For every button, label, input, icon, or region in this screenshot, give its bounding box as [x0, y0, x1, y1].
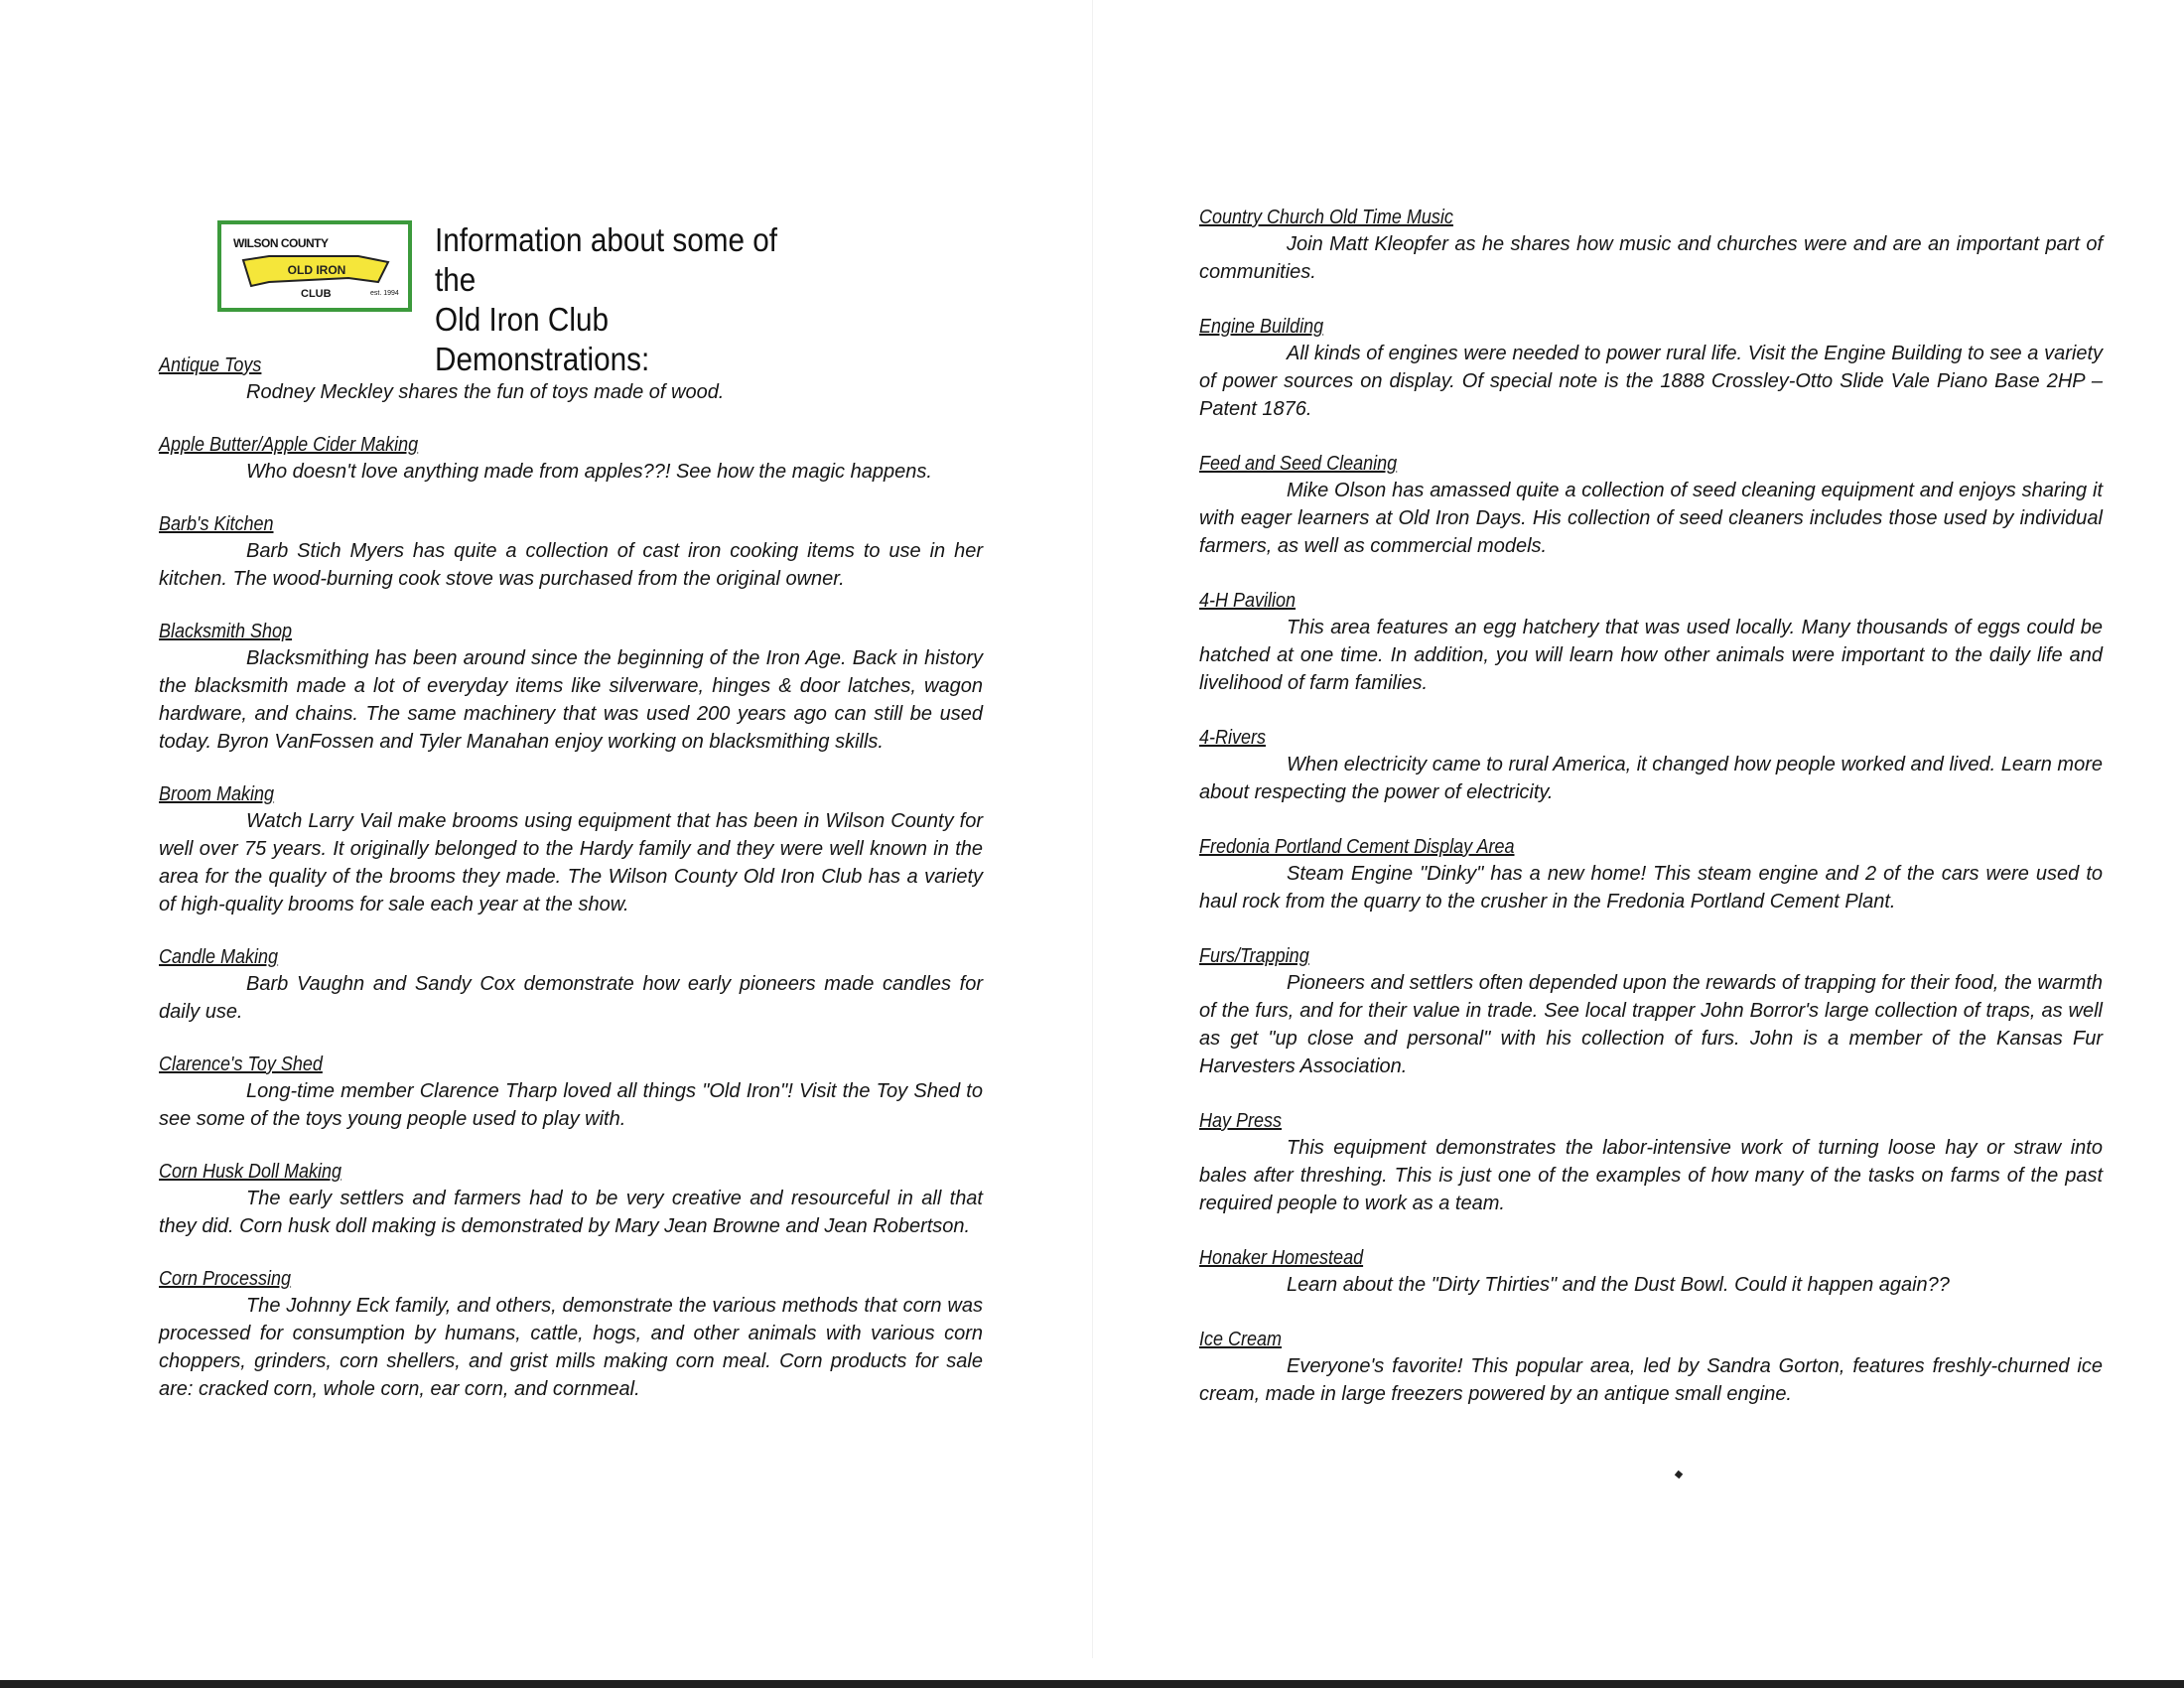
- section-title: Apple Butter/Apple Cider Making: [159, 434, 419, 456]
- section-title: Clarence's Toy Shed: [159, 1054, 323, 1075]
- section-body: Everyone's favorite! This popular area, led by Sandra Gorton, features freshly-churned ice cream, made in large freezers powered by an antique small engine.: [1199, 1355, 2103, 1405]
- section-title: Fredonia Portland Cement Display Area: [1199, 836, 1515, 858]
- section-title: Candle Making: [159, 946, 279, 968]
- title-line-1: Information about some of the: [435, 221, 778, 298]
- logo-county-text: WILSON COUNTY: [233, 236, 329, 250]
- logo-est-text: est. 1994: [370, 290, 399, 297]
- title-line-2: Old Iron Club Demonstrations:: [435, 301, 650, 377]
- section-antique-toys: [159, 352, 983, 406]
- section-title: Corn Husk Doll Making: [159, 1161, 342, 1183]
- section-4-rivers: [1199, 725, 2103, 806]
- section-corn-processing: [159, 1266, 983, 1403]
- scan-edge: [0, 1680, 2184, 1688]
- section-title: Ice Cream: [1199, 1329, 1283, 1350]
- section-corn-husk-doll: [159, 1159, 983, 1240]
- banner-icon: [239, 252, 398, 288]
- logo-club-text: CLUB: [301, 288, 332, 300]
- section-engine-building: [1199, 314, 2103, 423]
- section-clarences-toy-shed: [159, 1052, 983, 1133]
- section-honaker-homestead: [1199, 1245, 2103, 1299]
- section-body: The Johnny Eck family, and others, demonstrate the various methods that corn was processed for consumption by humans, cattle, hogs, and other animals with various corn choppers, grinders, corn shellers, and grist mills making corn meal. Corn products for sale are: cracked corn, whole corn, ear corn, and cornmeal.: [159, 1295, 983, 1400]
- section-body: Watch Larry Vail make brooms using equipment that has been in Wilson County for well over 75 years. It originally belonged to the Hardy family and they were well known in the area for the quality of the brooms they made. The Wilson County Old Iron Club has a variety of high-quality brooms for sale each year at the show.: [159, 810, 983, 915]
- section-barbs-kitchen: [159, 511, 983, 593]
- section-blacksmith-shop: [159, 619, 983, 756]
- section-title: Broom Making: [159, 783, 275, 805]
- section-title: Feed and Seed Cleaning: [1199, 453, 1398, 475]
- right-page: [1092, 0, 2184, 1688]
- section-4h-pavilion: [1199, 588, 2103, 697]
- section-body: Long-time member Clarence Tharp loved all things "Old Iron"! Visit the Toy Shed to see some of the toys young people used to play with.: [159, 1080, 983, 1130]
- section-body: Join Matt Kleopfer as he shares how music and churches were and are an important part of communities.: [1199, 233, 2103, 283]
- section-title: Corn Processing: [159, 1268, 292, 1290]
- section-body: The early settlers and farmers had to be very creative and resourceful in all that they did. Corn husk doll making is demonstrated by Mary Jean Browne and Jean Robertson.: [159, 1188, 983, 1237]
- section-furs-trapping: [1199, 943, 2103, 1080]
- section-title: 4-Rivers: [1199, 727, 1267, 749]
- section-title: Hay Press: [1199, 1110, 1283, 1132]
- section-apple-butter: [159, 432, 983, 486]
- section-title: Engine Building: [1199, 316, 1324, 338]
- section-title: Furs/Trapping: [1199, 945, 1309, 967]
- section-title: Country Church Old Time Music: [1199, 207, 1453, 228]
- club-logo: [217, 220, 412, 312]
- section-body: Steam Engine "Dinky" has a new home! This steam engine and 2 of the cars were used to haul rock from the quarry to the crusher in the Fredonia Portland Cement Plant.: [1199, 863, 2103, 913]
- section-body: When electricity came to rural America, it changed how people worked and lived. Learn more about respecting the power of electricity.: [1199, 754, 2103, 803]
- section-body: Learn about the "Dirty Thirties" and the Dust Bowl. Could it happen again??: [1287, 1274, 1950, 1296]
- section-title: 4-H Pavilion: [1199, 590, 1297, 612]
- logo-banner-text: OLD IRON: [287, 263, 346, 277]
- section-feed-seed: [1199, 451, 2103, 560]
- section-title: Blacksmith Shop: [159, 621, 293, 642]
- section-title: Barb's Kitchen: [159, 513, 274, 535]
- section-body: Mike Olson has amassed quite a collection of seed cleaning equipment and enjoys sharing it with eager learners at Old Iron Days. His collection of seed cleaners includes those used by individual farmers, as well as commercial models.: [1199, 480, 2103, 557]
- section-body: This area features an egg hatchery that was used locally. Many thousands of eggs could be hatched at one time. In addition, you will learn how other animals were important to the daily life and livelihood of farm families.: [1199, 617, 2103, 694]
- section-broom-making: [159, 781, 983, 918]
- section-title: Honaker Homestead: [1199, 1247, 1364, 1269]
- section-body: This equipment demonstrates the labor-intensive work of turning loose hay or straw into bales after threshing. This is just one of the examples of how many of the tasks on farms of the past required people to work as a team.: [1199, 1137, 2103, 1214]
- section-body: Barb Stich Myers has quite a collection of cast iron cooking items to use in her kitchen. The wood-burning cook stove was purchased from the original owner.: [159, 540, 983, 590]
- left-section-list: [159, 352, 983, 1429]
- section-title: Antique Toys: [159, 354, 262, 376]
- right-section-list: [1199, 205, 2103, 1436]
- section-body: All kinds of engines were needed to power rural life. Visit the Engine Building to see a variety of power sources on display. Of special note is the 1888 Crossley-Otto Slide Vale Piano Base 2HP – Patent 1876.: [1199, 343, 2103, 420]
- section-body: Blacksmithing has been around since the beginning of the Iron Age. Back in history the blacksmith made a lot of everyday items like silverware, hinges & door latches, wagon hardware, and chains. The same machinery that was used 200 years ago can still be used today. Byron VanFossen and Tyler Manahan enjoy working on blacksmithing skills.: [159, 647, 983, 753]
- section-country-church: [1199, 205, 2103, 286]
- section-body: Pioneers and settlers often depended upon the rewards of trapping for their food, the warmth of the furs, and for their value in trade. See local trapper John Borror's large collection of traps, as well as get "up close and personal" with his collection of furs. John is a member of the Kansas Fur Harvesters Association.: [1199, 972, 2103, 1077]
- section-candle-making: [159, 944, 983, 1026]
- section-body: Rodney Meckley shares the fun of toys made of wood.: [246, 381, 725, 403]
- section-cement-display: [1199, 834, 2103, 915]
- section-body: Barb Vaughn and Sandy Cox demonstrate how early pioneers made candles for daily use.: [159, 973, 983, 1023]
- section-body: Who doesn't love anything made from apples??! See how the magic happens.: [246, 461, 932, 483]
- section-hay-press: [1199, 1108, 2103, 1217]
- section-ice-cream: [1199, 1327, 2103, 1408]
